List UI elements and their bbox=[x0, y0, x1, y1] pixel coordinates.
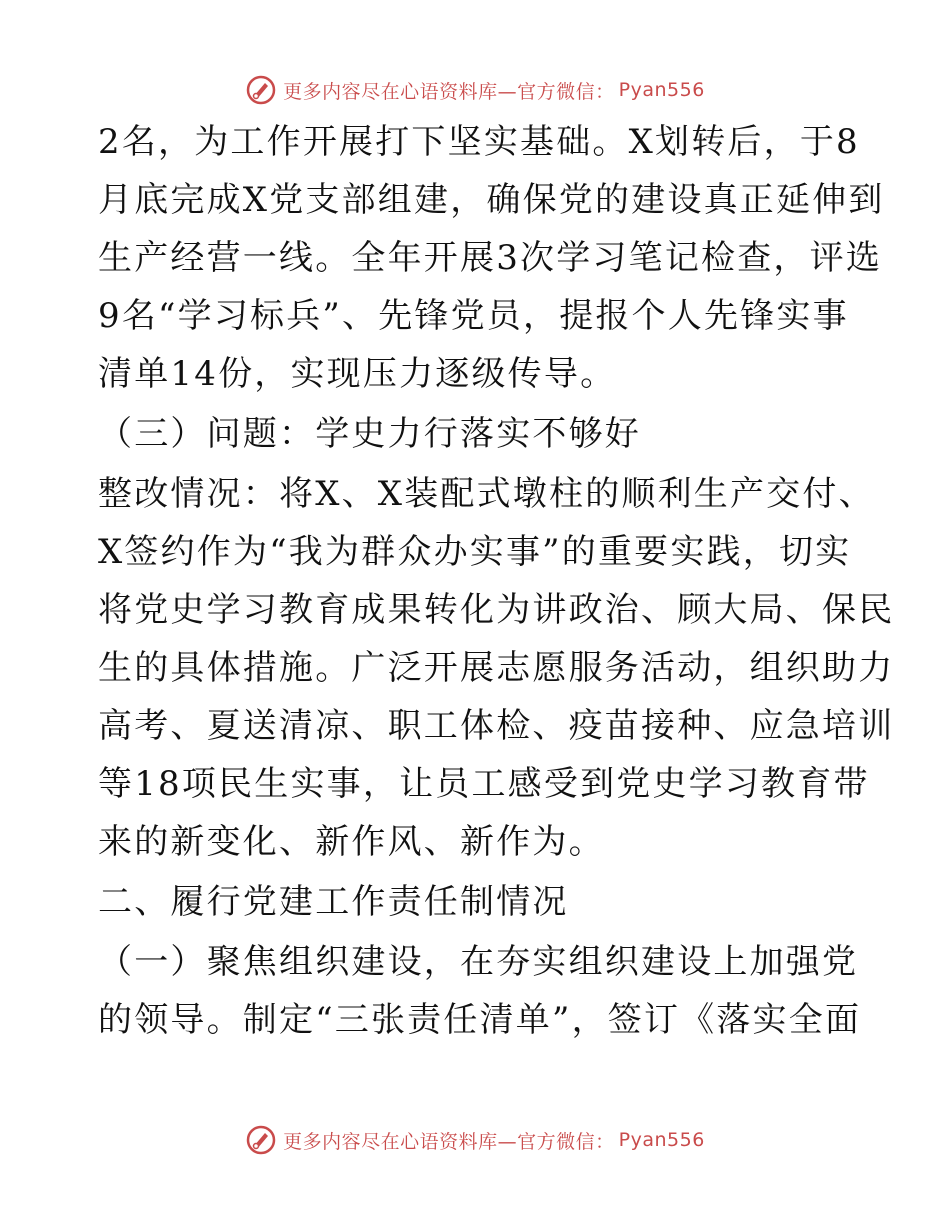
watermark-contact: Pyan556 bbox=[618, 1129, 705, 1151]
section-heading-part-2: 二、履行党建工作责任制情况 bbox=[98, 882, 569, 922]
paragraph-line: 9名“学习标兵”、先锋党员，提报个人先锋实事 bbox=[98, 296, 849, 336]
paragraph-line: X签约作为“我为群众办实事”的重要实践，切实 bbox=[98, 532, 852, 572]
paragraph-line: 的领导。制定“三张责任清单”，签订《落实全面 bbox=[98, 1000, 862, 1040]
section-heading-issue-3: （三）问题：学史力行落实不够好 bbox=[98, 414, 641, 454]
watermark-contact: Pyan556 bbox=[618, 79, 705, 101]
paragraph-line: （一）聚焦组织建设，在夯实组织建设上加强党 bbox=[98, 942, 859, 982]
paragraph-line: 生的具体措施。广泛开展志愿服务活动，组织助力 bbox=[98, 648, 895, 688]
pen-seal-icon bbox=[245, 1124, 277, 1156]
paragraph-line: 来的新变化、新作风、新作为。 bbox=[98, 822, 605, 862]
paragraph-line: 将党史学习教育成果转化为讲政治、顾大局、保民 bbox=[98, 590, 895, 630]
document-body bbox=[98, 122, 895, 1058]
paragraph-line: 整改情况：将X、X装配式墩柱的顺利生产交付、 bbox=[98, 474, 875, 514]
paragraph-line: 2名，为工作开展打下坚实基础。X划转后，于8 bbox=[98, 122, 860, 162]
header-watermark bbox=[0, 70, 950, 110]
pen-seal-icon bbox=[245, 74, 277, 106]
footer-watermark bbox=[0, 1120, 950, 1160]
paragraph-line: 清单14份，实现压力逐级传导。 bbox=[98, 354, 617, 394]
paragraph-line: 生产经营一线。全年开展3次学习笔记检查，评选 bbox=[98, 238, 883, 278]
paragraph-line: 高考、夏送清凉、职工体检、疫苗接种、应急培训 bbox=[98, 706, 895, 746]
paragraph-line: 月底完成X党支部组建，确保党的建设真正延伸到 bbox=[98, 180, 885, 220]
paragraph-line: 等18项民生实事，让员工感受到党史学习教育带 bbox=[98, 764, 870, 804]
watermark-text: 更多内容尽在心语资料库—官方微信： bbox=[283, 1130, 615, 1153]
watermark-text: 更多内容尽在心语资料库—官方微信： bbox=[283, 80, 615, 103]
